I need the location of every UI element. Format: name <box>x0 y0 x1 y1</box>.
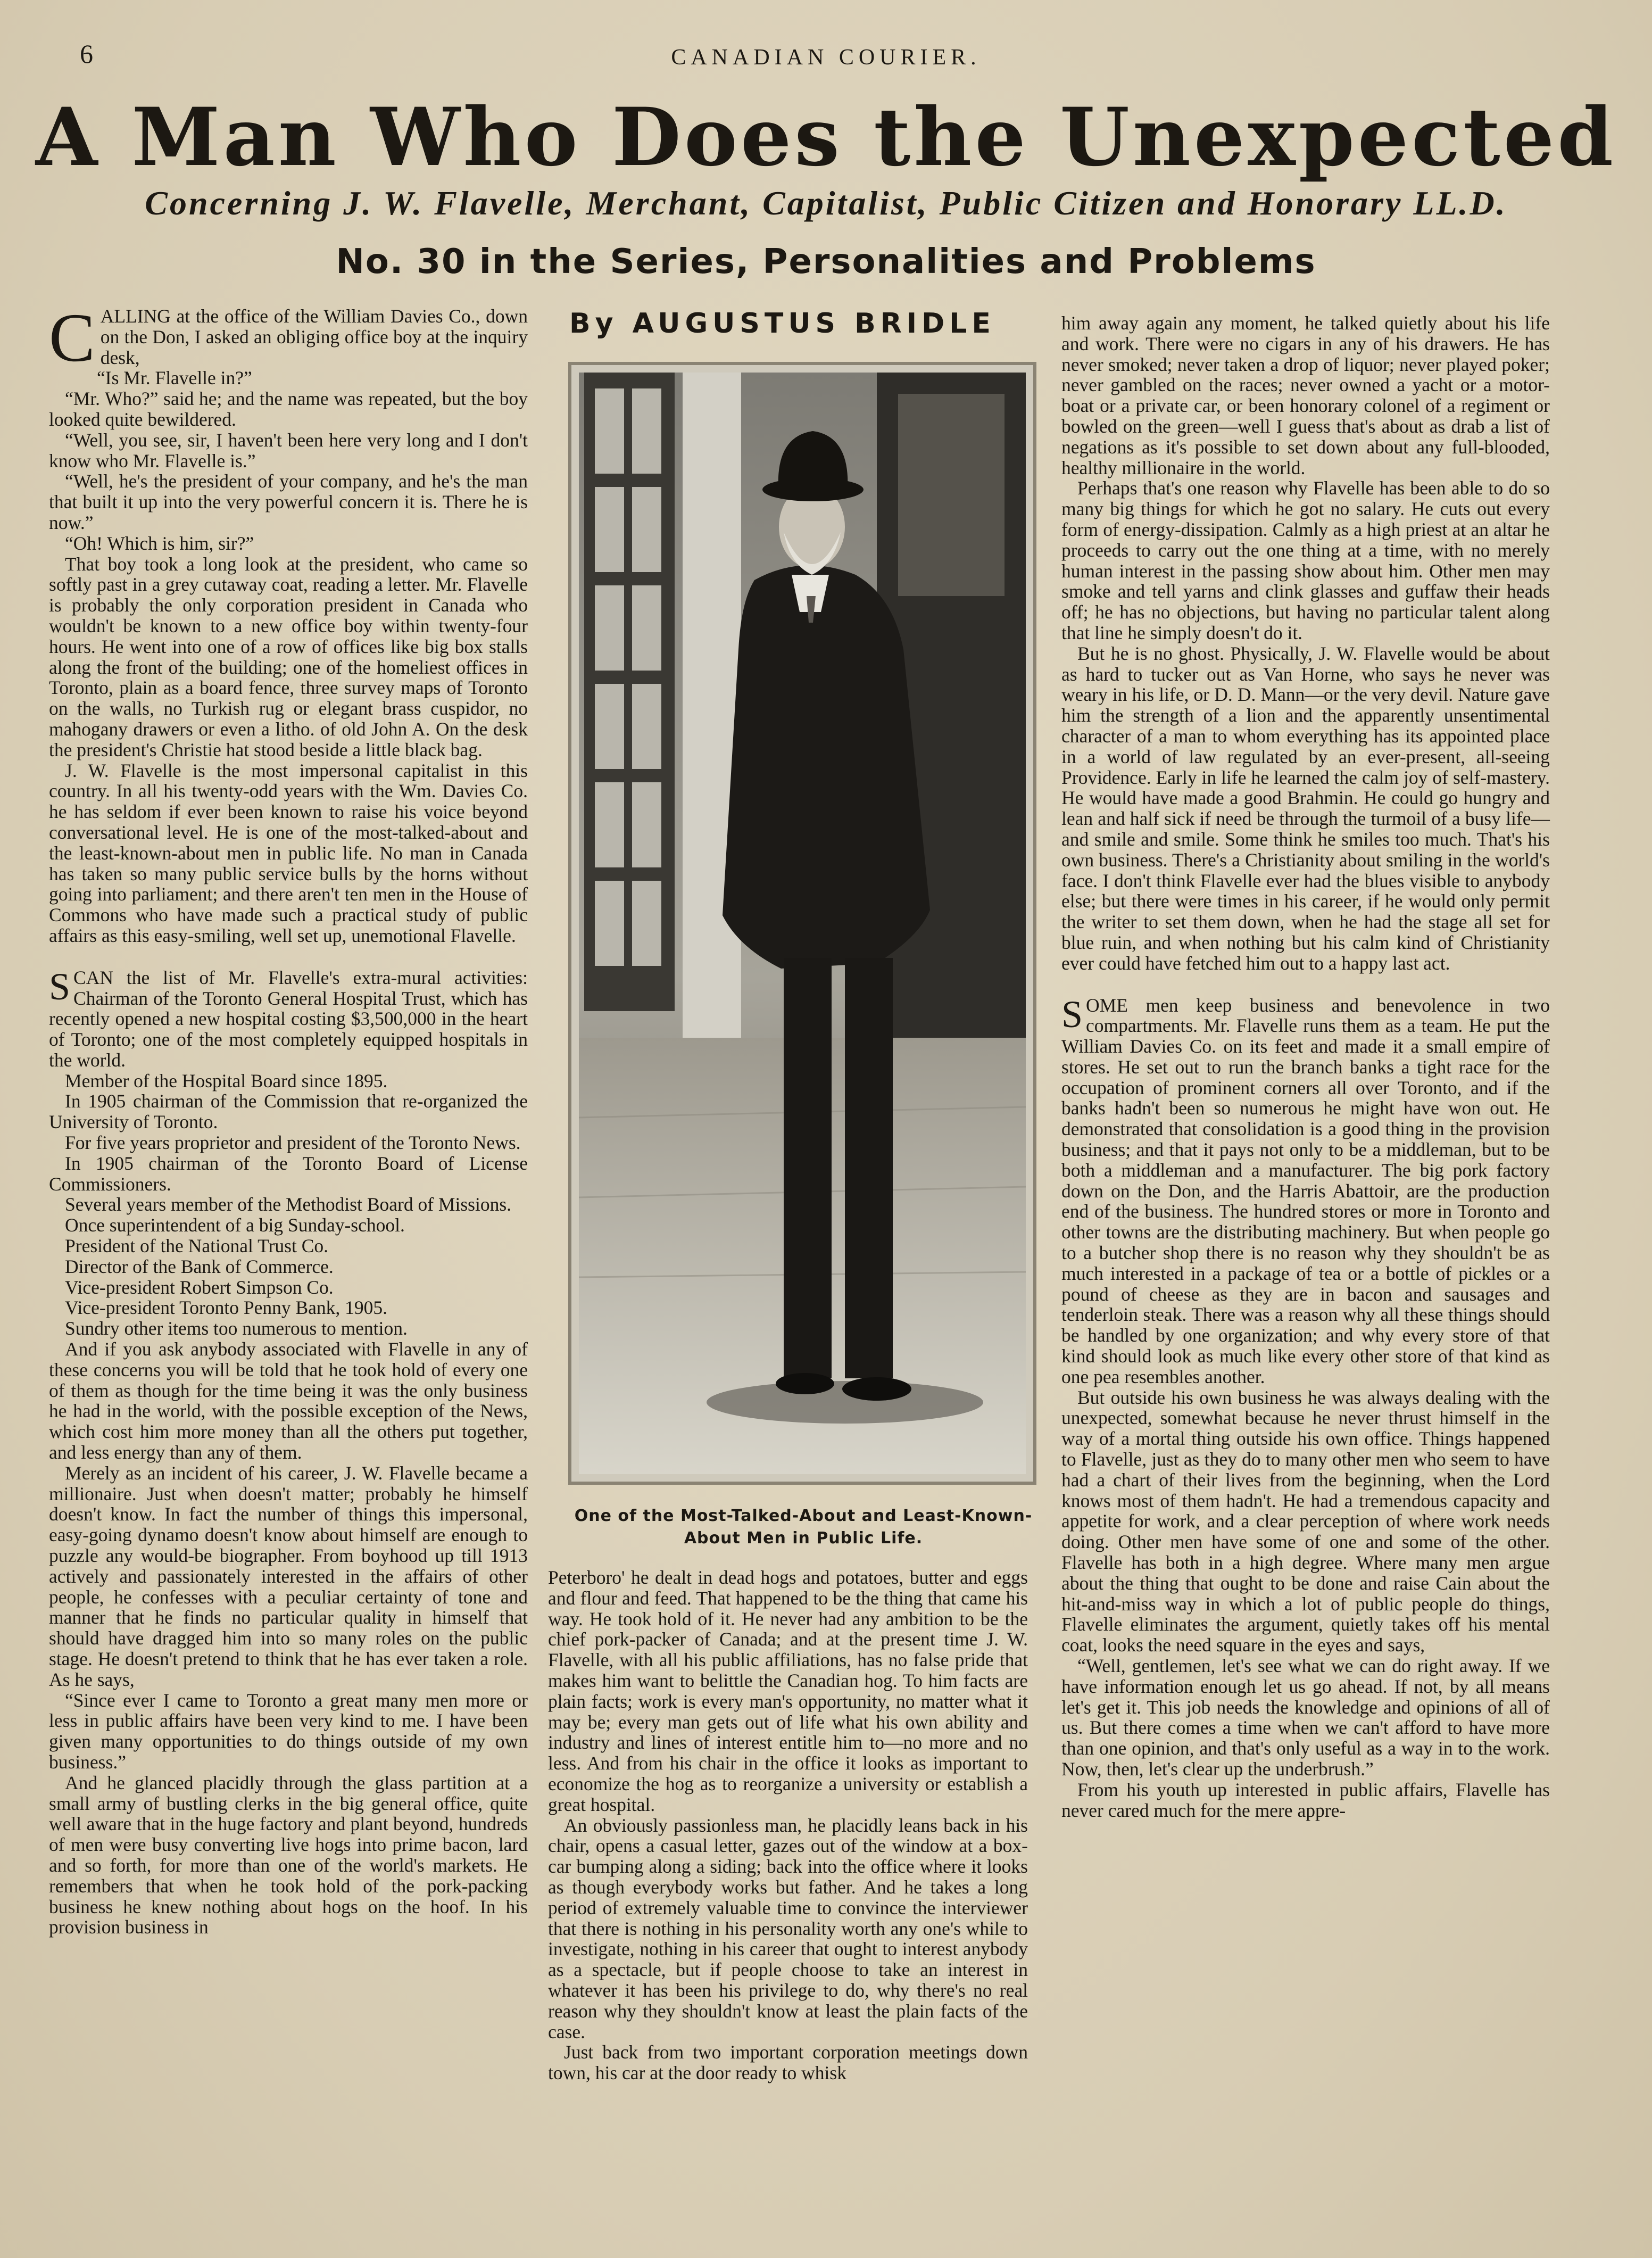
paragraph: But he is no ghost. Physically, J. W. Flavelle would be about as hard to tucker out as Van Horne, who says he never was weary in his life, or D. D. Mann—or the very devil. Nature gave him the strength of a lion and the apparently unsentimental character of a man to whom everything has its appointed place in a world of law regulated by an ever-present, all-seeing Providence. Early in life he learned the calm joy of self-mastery. He would have made a good Brahmin. He could go hungry and lean and half sick if need be through the turmoil of a busy life—and smile and smile. Some think he smiles too much. That's his own business. There's a Christianity about smiling in the world's face. I don't think Flavelle ever had the blues visible to anybody else; but there were times in his career, if he would only permit the writer to set them down, when he had the stage all set for blue ruin, and when nothing but his calm kind of Christianity ever could have fetched him out to a happy last act. <box>1061 642 1550 974</box>
paragraph: From his youth up interested in public affairs, Flavelle has never cared much for the mere appre- <box>1061 1779 1550 1821</box>
paragraph: Member of the Hospital Board since 1895. <box>65 1070 388 1091</box>
paragraph: But outside his own business he was always dealing with the unexpected, somewhat because he never thrust himself in the way of a mortal thing outside his own office. Things happened to Flavelle, just as they do to many other men who seem to have had a chart of their lives from the beginning, when the Lord knows most of them hadn't. He had a tremendous capacity and appetite for work, and a clear perception of where work needs doing. Other men have some of one and some of the other. Flavelle has both in a high degree. Where many men argue about the thing that ought to be done and raise Cain about the hit-and-miss way in which a lot of public people do things, Flavelle eliminates the argument, quietly takes off his mental coat, looks the need square in the eyes and says, <box>1061 1386 1550 1656</box>
paragraph: Perhaps that's one reason why Flavelle has been able to do so many big things for which he got no salary. He cuts out every form of energy-dissipation. Calmly as a high priest at an altar he proceeds to carry out the one thing at a time, with no merely human interest in the passing show about him. Other men may smoke and tell yarns and clink glasses and guffaw their heads off; he has no objections, but having no particular talent along that line he simply doesn't do it. <box>1061 477 1550 643</box>
paragraph: SOME men keep business and benevolence in two compartments. Mr. Flavelle runs them as a team. He put the William Davies Co. on its feet and made it a small empire of stores. He set out to run the branch banks a tight race for the occupation of prominent corners all over Toronto, and if the banks hadn't been so numerous he might have won out. He demonstrated that consolidation is a good thing in the provision business; and that it pays not only to be a middleman, but to be both a middleman and a manufacturer. The big pork factory down on the Don, and the Harris Abattoir, are the production end of the business. The hundred stores or more in Toronto and other towns are the distributing machinery. But when people go to a butcher shop there is no reason why they shouldn't be as much interested in a package of tea or a bottle of pickles or a pound of cheese as they are in bacon and sausages and tenderloin steak. There was a reason why all these things should be handled by one organization; and why every store of that kind should look as much like every other store of that kind as one pea resembles another. <box>1061 992 1550 1387</box>
portrait-illustration <box>579 373 1026 1474</box>
paragraph: Director of the Bank of Commerce. <box>65 1255 334 1277</box>
paragraph: “Is Mr. Flavelle in?” <box>97 367 252 389</box>
paragraph: SCAN the list of Mr. Flavelle's extra-mural activities: Chairman of the Toronto General Hospital Trust, which has recently opened a new hospital costing $3,500,000 in the heart of Toronto; one of the most completely equipped hospitals in the world. <box>49 965 528 1071</box>
paragraph: “Oh! Which is him, sir?” <box>65 532 254 554</box>
paragraph: J. W. Flavelle is the most impersonal capitalist in this country. In all his twenty-odd years with the Wm. Davies Co. he has seldom if ever been known to raise his voice beyond conversational level. He is one of the most-talked-about and the least-known-about men in public life. No man in Canada has taken so many public service bulls by the horns without going into parliament; and there aren't ten men in the House of Commons who have made such a practical study of public affairs as this easy-smiling, well set up, unemotional Flavelle. <box>49 759 528 946</box>
paragraph: In 1905 chairman of the Commission that re-organized the University of Toronto. <box>49 1090 528 1133</box>
paragraph: Sundry other items too numerous to mention. <box>65 1318 408 1339</box>
paragraph: him away again any moment, he talked quietly about his life and work. There were no cigars in any of his drawers. He has never smoked; never taken a drop of liquor; never played poker; never gambled on the races; never owned a yacht or a motor-boat or a private car, or been honorary colonel of a regiment or bowled on the green—well I guess that's about as drab a list of negations as it's possible to set down about any full-blooded, healthy millionaire in the world. <box>1061 312 1550 478</box>
drop-cap: S <box>1061 992 1083 1036</box>
series-line: No. 30 in the Series, Personalities and Problems <box>336 242 1316 282</box>
paragraph: Vice-president Toronto Penny Bank, 1905. <box>65 1297 388 1319</box>
paragraph: And if you ask anybody associated with Flavelle in any of these concerns you will be told that he took hold of every one of them as though for the time being it was the only business he had in the world, with the possible exception of the News, which cost him more money than all the others put together, and less energy than any of them. <box>49 1338 528 1463</box>
paragraph: President of the National Trust Co. <box>65 1235 329 1257</box>
paragraph: And he glanced placidly through the glass partition at a small army of bustling clerks in the big general office, quite well aware that in the huge factory and plant beyond, hundreds of men were busy converting live hogs into prime bacon, lard and so forth, for more than one of the world's markets. He remembers that when he took hold of the pork-packing business he knew nothing about hogs on the hoof. In his provision business in <box>49 1772 528 1938</box>
article-subtitle: Concerning J. W. Flavelle, Merchant, Capitalist, Public Citizen and Honorary LL.D. <box>145 184 1507 222</box>
byline: By AUGUSTUS BRIDLE <box>569 308 995 340</box>
drop-cap: C <box>49 300 95 376</box>
paragraph: Vice-president Robert Simpson Co. <box>65 1276 334 1298</box>
paragraph: In 1905 chairman of the Toronto Board of License Commissioners. <box>49 1152 528 1195</box>
article-column-1 <box>49 300 528 1938</box>
article-title: A Man Who Does the Unexpected <box>35 90 1617 184</box>
photo-caption: One of the Most-Talked-About and Least-Known-About Men in Public Life. <box>574 1507 1033 1548</box>
paragraph: “Well, gentlemen, let's see what we can do right away. If we have information enough let us go ahead. If not, by all means let's get it. This job needs the knowledge and opinions of all of us. But there comes a time when we can't afford to have more than one opinion, and that's only useful as a way in to the work. Now, then, let's clear up the underbrush.” <box>1061 1655 1550 1780</box>
paragraph: Just back from two important corporation meetings down town, his car at the door ready to whisk <box>548 2041 1028 2084</box>
paragraph: That boy took a long look at the president, who came so softly past in a grey cutaway coat, reading a letter. Mr. Flavelle is probably the only corporation president in Canada who wouldn't be known to a new office boy within twenty-four hours. He went into one of a row of offices like big box stalls along the front of the building; one of the homeliest offices in Toronto, plain as a board fence, three survey maps of Toronto on the walls, no Turkish rug or elegant brass cuspidor, no mahogany drawers or even a litho. of old John A. On the desk the president's Christie hat stood beside a little black bag. <box>49 553 528 760</box>
paragraph: “Since ever I came to Toronto a great many men more or less in public affairs have been very kind to me. I have been given many opportunities to do things outside of my own business.” <box>49 1689 528 1773</box>
paragraph: An obviously passionless man, he placidly leans back in his chair, opens a casual letter, gazes out of the window at a box-car bumping along a siding; back into the office where it looks as though everybody works but father. And he takes a long period of extremely valuable time to convince the interviewer that there is nothing in his personality worth any one's while to investigate, nothing in his career that ought to interest anybody as a spectacle, but if people choose to take an interest in whatever it has been his privilege to do, why there's no real reason why they shouldn't know at least the plain facts of the case. <box>548 1814 1028 2042</box>
paragraph: CALLING at the office of the William Davies Co., down on the Don, I asked an obliging office boy at the inquiry desk, <box>49 300 528 376</box>
running-head: CANADIAN COURIER. <box>671 45 981 70</box>
paragraph: “Well, you see, sir, I haven't been here very long and I don't know who Mr. Flavelle is.” <box>49 429 528 472</box>
paragraph: Peterboro' he dealt in dead hogs and potatoes, butter and eggs and flour and feed. That happened to be the thing that came his way. He took hold of it. He never had any ambition to be the chief pork-packer of Canada; and at the present time J. W. Flavelle, with all his public affiliations, has no false pride that makes him want to belittle the Canadian hog. To him facts are plain facts; work is every man's opportunity, no matter what it may be; every man gets out of life what his own ability and industry and lines of interest entitle him to—no more and no less. And from his chair in the office it looks as important to economize the hog as to reorganize a university or establish a great hospital. <box>548 1567 1028 1815</box>
paragraph: Several years member of the Methodist Board of Missions. <box>65 1194 512 1215</box>
article-column-2 <box>548 1567 1028 2083</box>
paragraph: “Well, he's the president of your company, and he's the man that built it up into the very powerful concern it is. There he is now.” <box>49 470 528 533</box>
paragraph: Once superintendent of a big Sunday-school. <box>65 1214 405 1236</box>
article-column-3 <box>1061 313 1550 1821</box>
portrait-photo <box>568 362 1036 1485</box>
paragraph: Merely as an incident of his career, J. W. Flavelle became a millionaire. Just when doesn't matter; probably he himself doesn't know. In fact the number of things this impersonal, easy-going dynamo doesn't know about himself are enough to puzzle any would-be biographer. From boyhood up till 1913 actively and passionately interested in the affairs of other people, he confesses with a peculiar certainty of tone and manner that he finds no particular quality in himself that should have dragged him into so many roles on the public stage. He doesn't pretend to think that he has ever taken a role. As he says, <box>49 1462 528 1690</box>
paragraph: For five years proprietor and president of the Toronto News. <box>65 1132 521 1154</box>
page-number: 6 <box>80 39 93 69</box>
drop-cap: S <box>49 965 71 1008</box>
paragraph: “Mr. Who?” said he; and the name was repeated, but the boy looked quite bewildered. <box>49 388 528 430</box>
